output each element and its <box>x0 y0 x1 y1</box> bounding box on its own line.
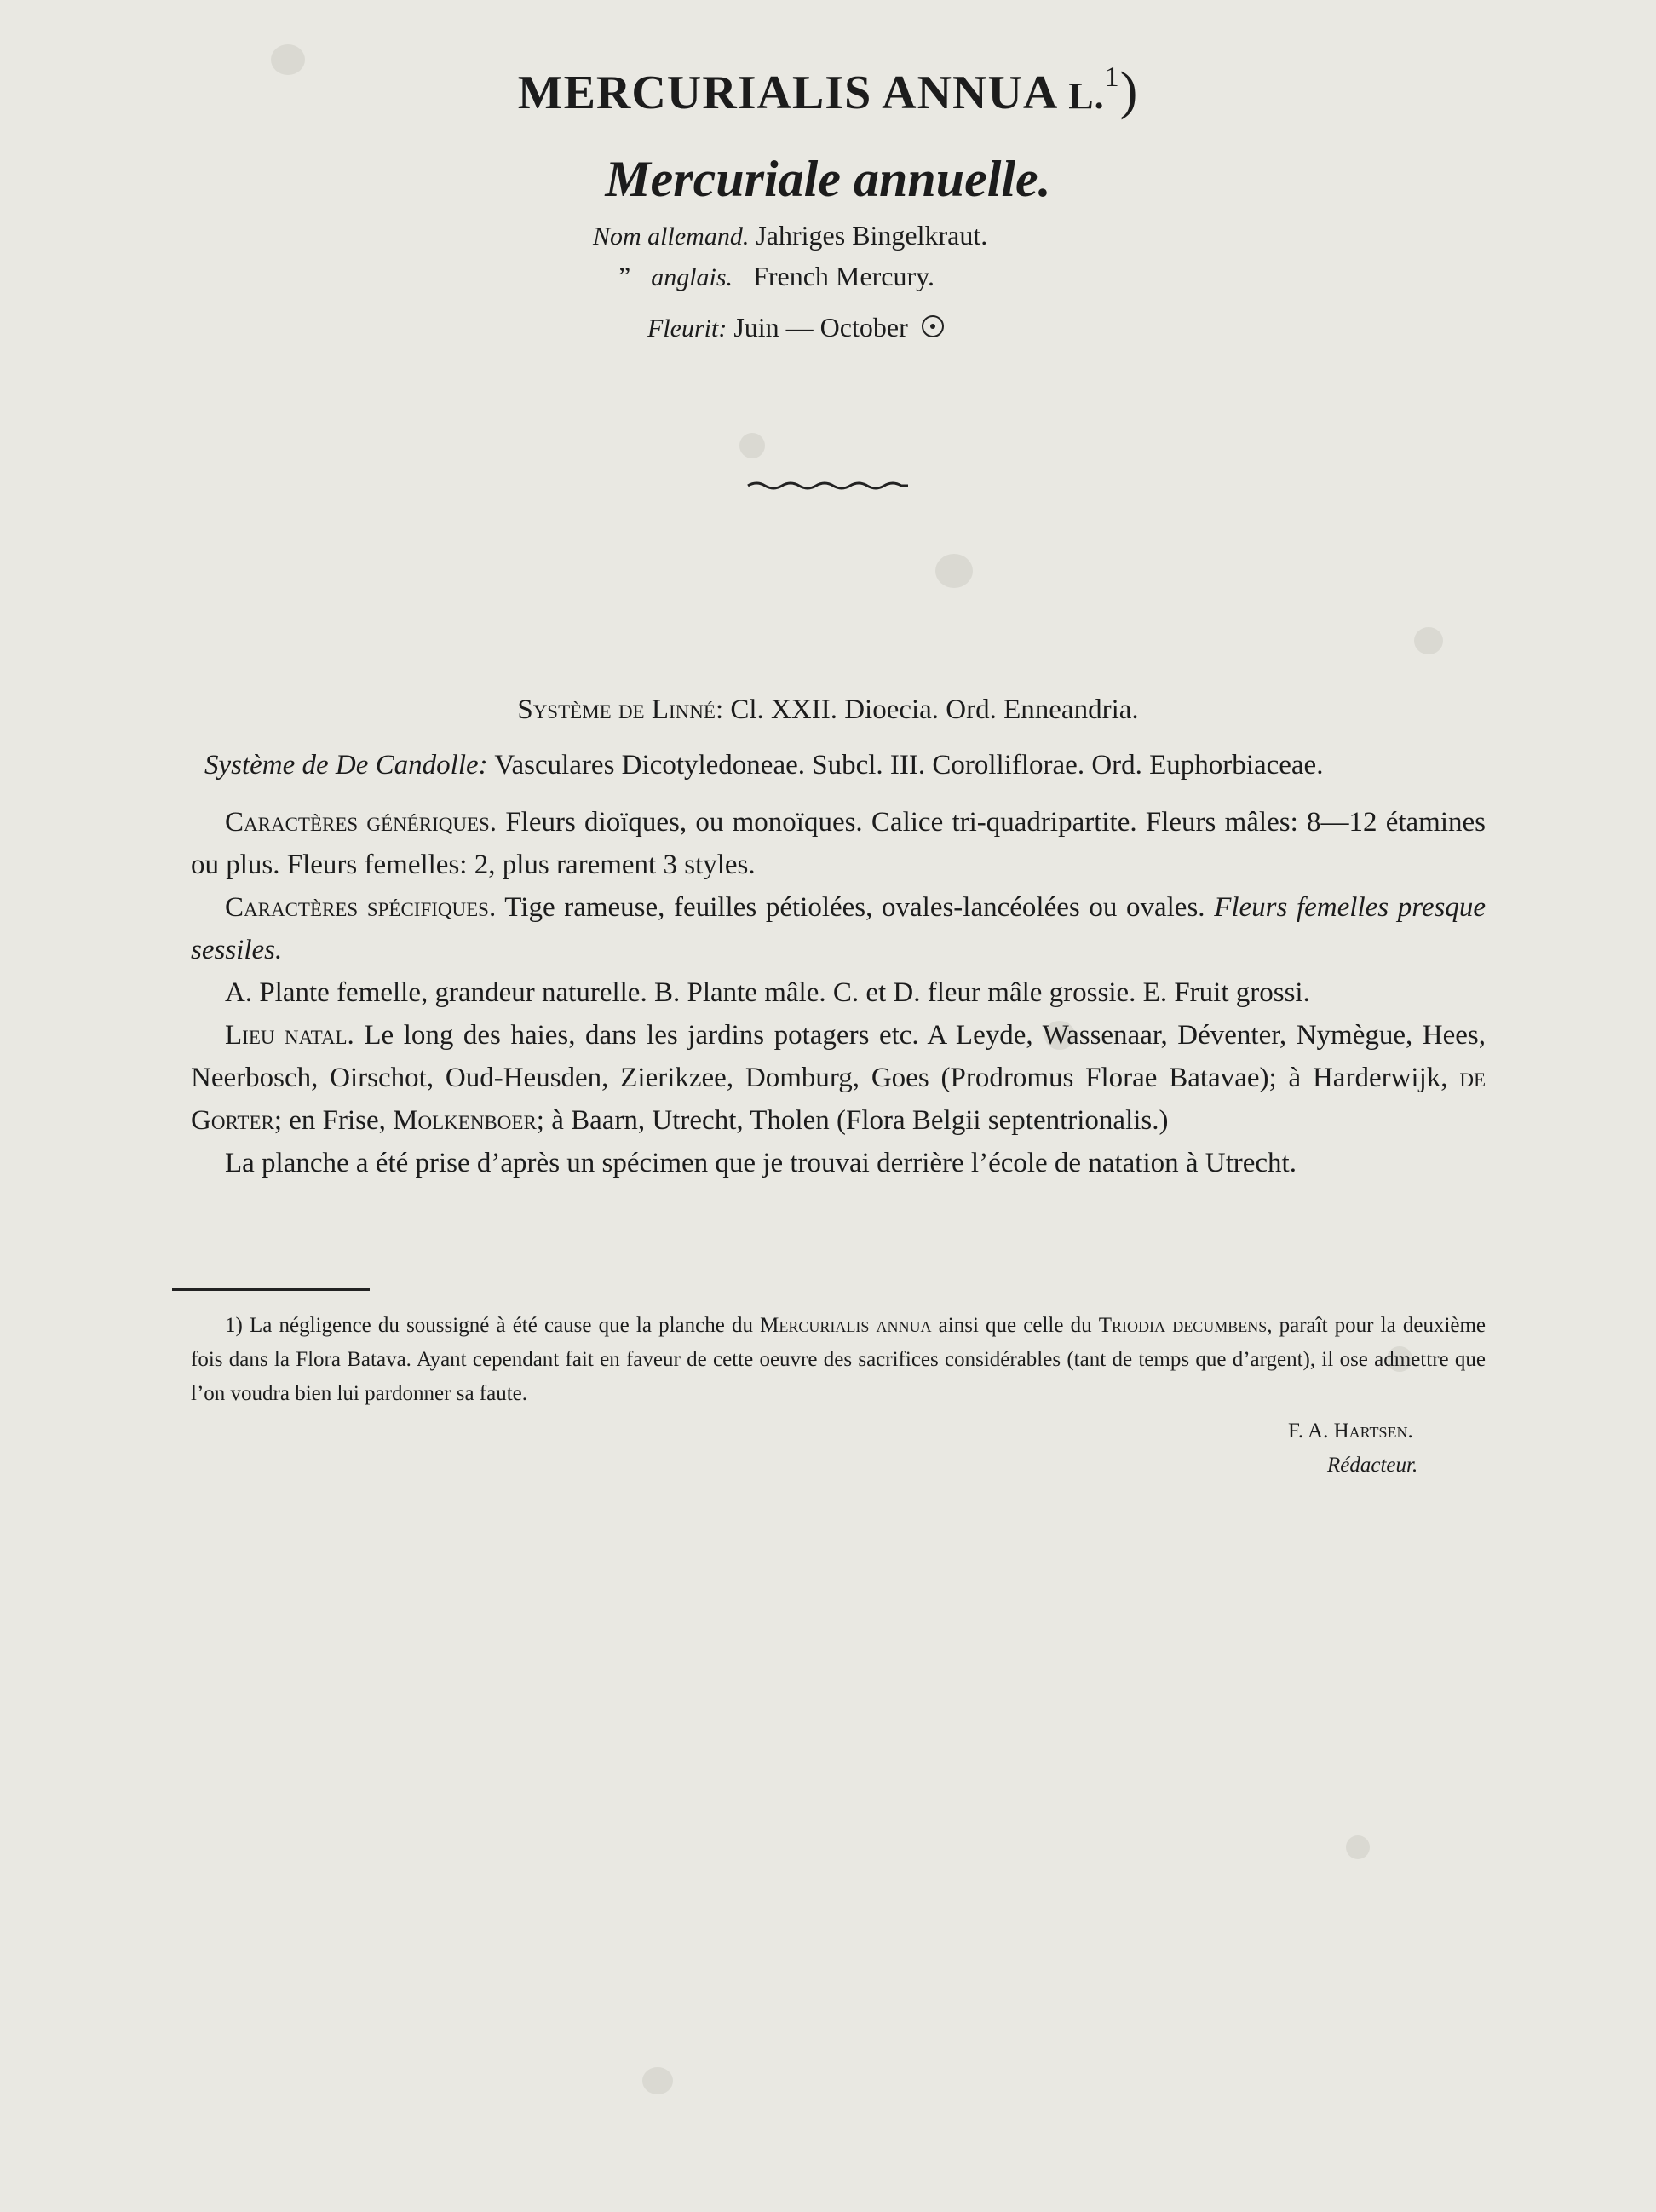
editor-signature: F. A. Hartsen. <box>1288 1420 1413 1443</box>
footnote-rule <box>172 1288 370 1291</box>
habitat-text-3: ; à Baarn, Utrecht, Tholen (Flora Belgii septentrionalis.) <box>536 1105 1169 1136</box>
candolle-text: Vasculares Dicotyledoneae. Subcl. III. Corolliflorae. Ord. Euphorbiaceae. <box>494 750 1324 781</box>
habitat-text-2: ; en Frise, <box>273 1105 386 1136</box>
german-name: Jahriges Bingelkraut. <box>756 220 988 251</box>
flowering-label: Fleurit: <box>647 314 727 343</box>
footnote-part-2: ainsi que celle du <box>938 1314 1092 1337</box>
footnote-species-2: Triodia decumbens <box>1098 1314 1268 1337</box>
paper-stain <box>642 2067 673 2094</box>
paper-stain <box>739 433 765 458</box>
linnaeus-system <box>0 694 1656 726</box>
paper-stain <box>1346 1835 1370 1859</box>
habitat-label: Lieu natal. <box>225 1020 354 1051</box>
editor-role: Rédacteur. <box>1327 1454 1418 1477</box>
linnaeus-label: Système de Linné: <box>517 694 724 725</box>
flowering-period: Juin — October <box>733 312 908 343</box>
footnote-part-1: 1) La négligence du soussigné à été cause que la planche du <box>225 1314 753 1337</box>
footnote <box>191 1309 1486 1411</box>
linnaeus-text: Cl. XXII. Dioecia. Ord. Enneandria. <box>730 694 1139 725</box>
specific-label: Caractères spécifiques. <box>225 892 497 923</box>
generic-characters <box>191 801 1486 886</box>
paper-stain <box>935 554 973 588</box>
english-name-row <box>618 261 934 292</box>
candolle-system <box>204 750 1323 781</box>
flowering-row <box>647 312 944 343</box>
generic-label: Caractères génériques. <box>225 807 497 838</box>
english-label: anglais. <box>651 263 733 291</box>
ornament-divider <box>746 477 910 494</box>
ditto-mark: ” <box>618 261 631 291</box>
habitat-collector-2: Molkenboer <box>393 1105 537 1136</box>
footnote-text <box>191 1309 1486 1411</box>
footnote-part-3: , paraît pour la deuxième fois dans la Flora Batava. Ayant cependant fait en faveur de cette oeuvre des sacrifices considérables (tant de temps que d’argent), il ose admettre que l’on voudra bien lui pardonner sa faute. <box>191 1314 1486 1405</box>
english-name: French Mercury. <box>753 261 935 291</box>
footnote-mark: 1 <box>1104 61 1120 93</box>
species-name: MERCURIALIS ANNUA <box>517 66 1056 119</box>
footnote-paren: ) <box>1119 62 1139 120</box>
french-common-name: Mercuriale annuelle. <box>605 151 1051 207</box>
species-author: L. <box>1068 75 1105 117</box>
german-label: Nom allemand. <box>593 222 750 251</box>
specific-text: Tige rameuse, feuilles pétiolées, ovales-lancéolées ou ovales. <box>504 892 1205 923</box>
habitat-collector-1: de Gorter <box>191 1063 1486 1136</box>
specific-characters <box>191 886 1486 971</box>
plate-note: La planche a été prise d’après un spécimen que je trouvai derrière l’école de natation à Utrecht. <box>225 1148 1297 1178</box>
footnote-species-1: Mercurialis annua <box>760 1314 932 1337</box>
habitat <box>191 1014 1486 1142</box>
description-body <box>191 801 1486 1184</box>
candolle-label: Système de De Candolle: <box>204 750 488 781</box>
generic-text: Fleurs dioïques, ou monoïques. Calice tri-quadripartite. Fleurs mâles: 8—12 étamines ou plus. Fleurs femelles: 2, plus rarement 3 styles. <box>191 807 1486 880</box>
figures-legend: A. Plante femelle, grandeur naturelle. B. Plante mâle. C. et D. fleur mâle grossie. E. Fruit grossi. <box>225 977 1310 1008</box>
paper-stain <box>1414 627 1443 654</box>
specific-italic: Fleurs femelles presque sessiles. <box>191 892 1486 965</box>
annual-symbol-icon <box>922 315 944 337</box>
german-name-row <box>593 220 987 251</box>
species-title <box>0 61 1656 122</box>
habitat-text-1: Le long des haies, dans les jardins potagers etc. A Leyde, Wassenaar, Déventer, Nymègue, Hees, Neerbosch, Oirschot, Oud-Heusden, Zierikzee, Domburg, Goes (Prodromus Florae Batavae); à Harderwijk, <box>191 1020 1486 1093</box>
